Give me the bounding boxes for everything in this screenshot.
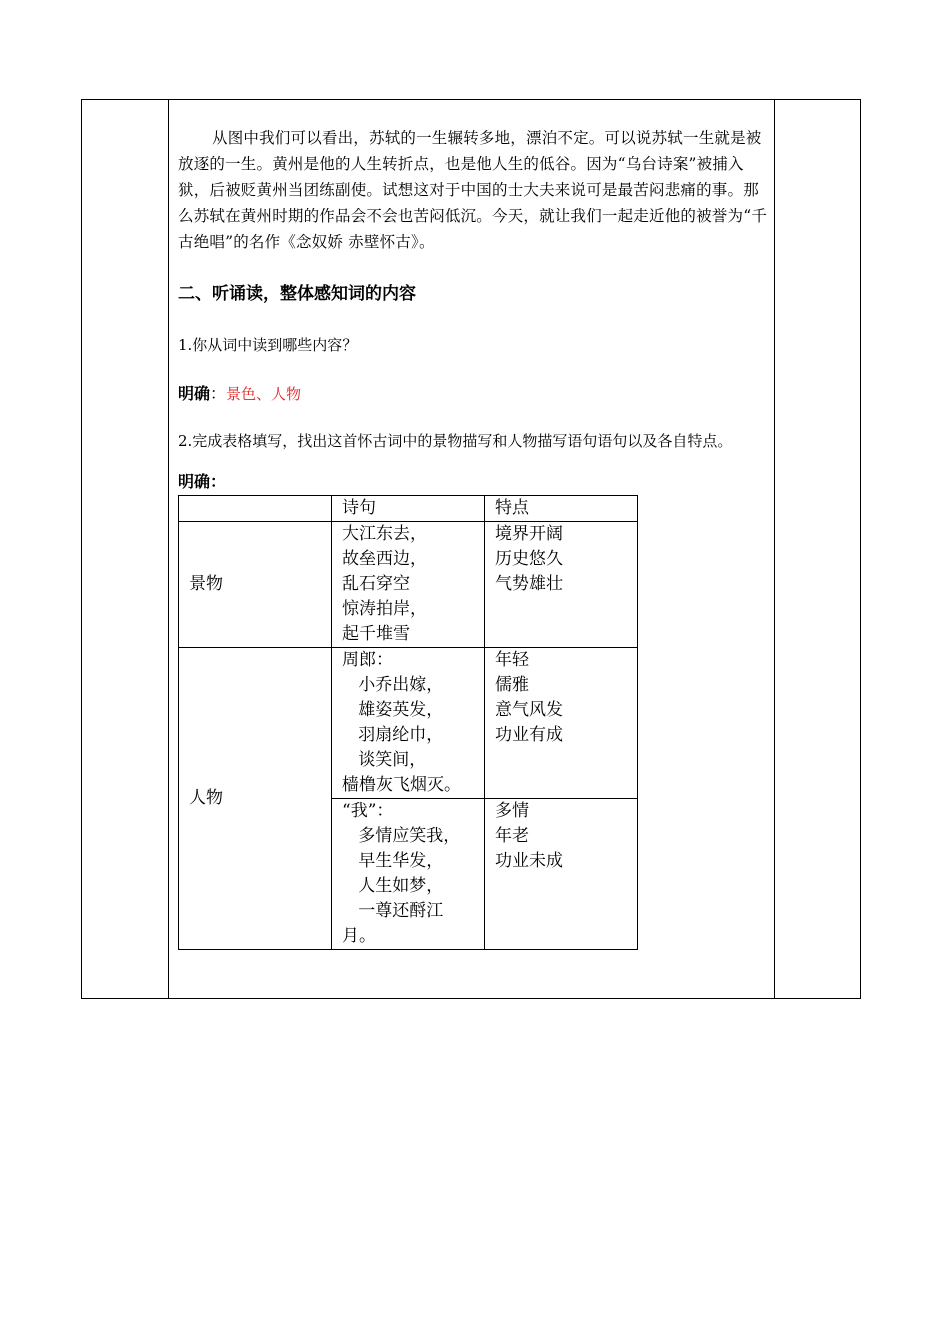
header-cell-traits: 特点 [485, 496, 638, 522]
trait-line: 功业有成 [495, 725, 563, 745]
trait-line: 气势雄壮 [495, 574, 563, 594]
trait-line: 多情 [495, 801, 529, 821]
verse-line: 羽扇纶巾， [342, 725, 444, 745]
verse-line: 大江东去， [342, 524, 427, 544]
trait-line: 功业未成 [495, 851, 563, 871]
verse-line: 惊涛拍岸， [342, 599, 427, 619]
verse-line: 谈笑间， [342, 750, 427, 770]
left-column-divider [168, 100, 169, 998]
verse-line: 早生华发， [342, 851, 444, 871]
verse-line: 月。 [342, 926, 376, 946]
verse-line: “我”： [342, 801, 394, 821]
verse-line: 乱石穿空 [342, 574, 410, 594]
question-2: 2.完成表格填写，找出这首怀古词中的景物描写和人物描写语句语句以及各自特点。 [178, 432, 733, 450]
answer-1-label: 明确 [178, 384, 211, 403]
trait-line: 历史悠久 [495, 549, 563, 569]
me-verse-cell [332, 799, 485, 950]
intro-paragraph: 从图中我们可以看出，苏轼的一生辗转多地，漂泊不定。可以说苏轼一生就是被放逐的一生。黄州是他的人生转折点，也是他人生的低谷。因为“乌台诗案”被捕入狱，后被贬黄州当团练副使。试想这对于中国的士大夫来说可是最苦闷悲痛的事。那么苏轼在黄州时期的作品会不会也苦闷低沉。今天，就让我们一起走近他的被誉为“千古绝唱”的名作《念奴娇 赤壁怀古》。 [178, 129, 768, 251]
scenery-traits-cell [485, 522, 638, 648]
verse-line: 多情应笑我， [342, 826, 461, 846]
answer-1 [178, 381, 768, 407]
trait-line: 境界开阔 [495, 524, 563, 544]
scenery-label: 景物 [179, 522, 332, 648]
header-cell-empty [179, 496, 332, 522]
answer-1-colon: ： [210, 384, 227, 403]
main-content [178, 125, 768, 950]
section-heading: 二、听诵读，整体感知词的内容 [178, 284, 416, 304]
verse-line: 人生如梦， [342, 876, 444, 896]
answer-1-text: 景色、人物 [226, 385, 302, 403]
verse-line: 雄姿英发， [342, 700, 444, 720]
me-traits-cell [485, 799, 638, 950]
verse-line: 一尊还酹江 [342, 901, 444, 921]
people-label: 人物 [179, 648, 332, 950]
verse-line: 起千堆雪 [342, 624, 410, 644]
trait-line: 年老 [495, 826, 529, 846]
table-row-scenery [179, 522, 638, 648]
scenery-verse-cell [332, 522, 485, 648]
verse-line: 樯橹灰飞烟灭。 [342, 775, 461, 795]
verse-line: 小乔出嫁， [342, 675, 444, 695]
trait-line: 年轻 [495, 650, 529, 670]
trait-line: 意气风发 [495, 700, 563, 720]
verse-line: 故垒西边， [342, 549, 427, 569]
answer-2-label: 明确： [178, 472, 227, 491]
zhoulang-verse-cell [332, 648, 485, 799]
table-header-row [179, 496, 638, 522]
right-column-divider [774, 100, 775, 998]
header-cell-verse: 诗句 [332, 496, 485, 522]
trait-line: 儒雅 [495, 675, 529, 695]
lesson-frame [81, 99, 861, 999]
zhoulang-traits-cell [485, 648, 638, 799]
verse-line: 周郎： [342, 650, 393, 670]
question-1: 1.你从词中读到哪些内容？ [178, 336, 358, 354]
table-row-zhoulang [179, 648, 638, 799]
analysis-table [178, 495, 638, 950]
